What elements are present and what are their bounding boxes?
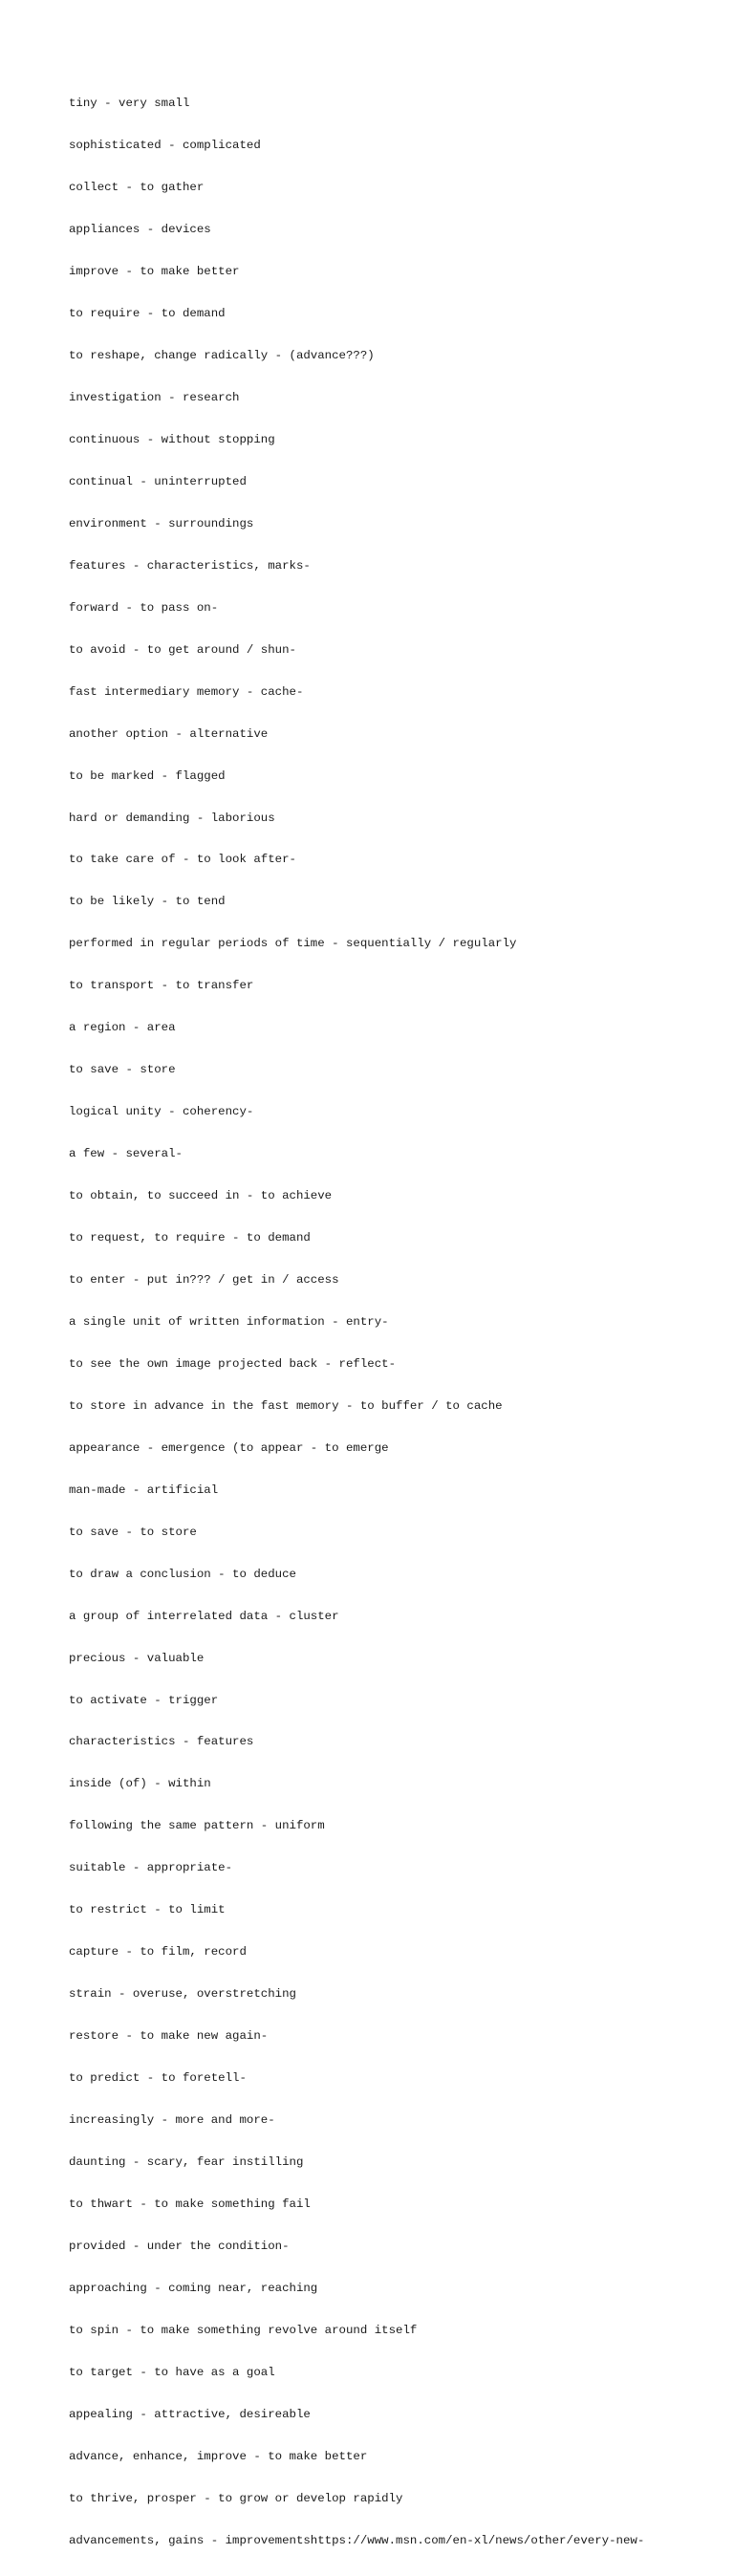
vocab-line: to store in advance in the fast memory - to buffer / to cache xyxy=(69,1398,503,1413)
vocab-line: restore - to make new again- xyxy=(69,2029,269,2044)
vocab-line: to be marked - flagged xyxy=(69,768,226,783)
vocab-line: appealing - attractive, desireable xyxy=(69,2407,311,2421)
vocab-line: forward - to pass on- xyxy=(69,600,219,615)
vocab-line: to reshape, change radically - (advance???) xyxy=(69,349,375,363)
vocab-line: collect - to gather xyxy=(69,181,205,195)
vocab-line: sophisticated - complicated xyxy=(69,139,261,153)
vocab-line: to transport - to transfer xyxy=(69,979,254,993)
vocab-line: increasingly - more and more- xyxy=(69,2113,275,2128)
vocab-line: continuous - without stopping xyxy=(69,432,275,446)
vocab-line: to spin - to make something revolve around itself xyxy=(69,2323,418,2337)
vocab-line: logical unity - coherency- xyxy=(69,1105,254,1119)
vocab-line: to request, to require - to demand xyxy=(69,1231,311,1245)
vocab-line: precious - valuable xyxy=(69,1651,205,1665)
vocab-line: a region - area xyxy=(69,1021,176,1035)
vocab-line: appliances - devices xyxy=(69,223,211,237)
vocab-line: to avoid - to get around / shun- xyxy=(69,642,296,657)
vocab-line: advancements, gains - improvementshttps://www.msn.com/en-xl/news/other/every-new- xyxy=(69,2533,645,2547)
vocab-line: to restrict - to limit xyxy=(69,1903,226,1917)
vocab-line: a few - several- xyxy=(69,1147,183,1161)
vocab-line: to see the own image projected back - reflect- xyxy=(69,1356,397,1371)
vocab-line: approaching - coming near, reaching xyxy=(69,2281,318,2295)
vocab-line: appearance - emergence (to appear - to emerge xyxy=(69,1440,389,1455)
vocab-line: to predict - to foretell- xyxy=(69,2071,247,2086)
vocab-line: tiny - very small xyxy=(69,97,190,111)
vocab-line: capture - to film, record xyxy=(69,1945,247,1959)
vocab-line: to save - to store xyxy=(69,1525,197,1539)
vocab-line: to enter - put in??? / get in / access xyxy=(69,1273,339,1287)
vocab-line: to be likely - to tend xyxy=(69,895,226,909)
vocab-line: another option - alternative xyxy=(69,726,269,741)
vocab-line: to draw a conclusion - to deduce xyxy=(69,1567,296,1581)
vocab-line: to take care of - to look after- xyxy=(69,853,296,867)
vocab-line: to target - to have as a goal xyxy=(69,2365,275,2379)
vocab-line: provided - under the condition- xyxy=(69,2239,290,2253)
vocab-line: following the same pattern - uniform xyxy=(69,1819,325,1833)
vocab-line: features - characteristics, marks- xyxy=(69,558,311,573)
vocab-line: to save - store xyxy=(69,1063,176,1077)
vocab-line: advance, enhance, improve - to make better xyxy=(69,2449,368,2463)
vocab-line: improve - to make better xyxy=(69,265,240,279)
vocab-line: to obtain, to succeed in - to achieve xyxy=(69,1189,333,1203)
vocab-line: suitable - appropriate- xyxy=(69,1861,233,1875)
vocab-line: characteristics - features xyxy=(69,1735,254,1749)
vocab-line: to thwart - to make something fail xyxy=(69,2197,311,2211)
vocab-line: inside (of) - within xyxy=(69,1777,211,1791)
vocab-line: investigation - research xyxy=(69,390,240,404)
vocab-line: daunting - scary, fear instilling xyxy=(69,2155,304,2170)
vocab-line: strain - overuse, overstretching xyxy=(69,1987,296,2002)
vocab-line: to thrive, prosper - to grow or develop rapidly xyxy=(69,2491,403,2505)
vocab-line: hard or demanding - laborious xyxy=(69,811,275,825)
vocab-line: environment - surroundings xyxy=(69,516,254,530)
vocab-line: man-made - artificial xyxy=(69,1483,219,1497)
vocab-line: to activate - trigger xyxy=(69,1693,219,1707)
vocab-line: a group of interrelated data - cluster xyxy=(69,1609,339,1623)
vocab-line: fast intermediary memory - cache- xyxy=(69,684,304,699)
vocab-line: performed in regular periods of time - sequentially / regularly xyxy=(69,937,517,951)
vocab-line: to require - to demand xyxy=(69,307,226,321)
vocab-line: continual - uninterrupted xyxy=(69,474,247,488)
vocabulary-list xyxy=(69,69,719,2576)
vocab-line: a single unit of written information - entry- xyxy=(69,1314,389,1329)
